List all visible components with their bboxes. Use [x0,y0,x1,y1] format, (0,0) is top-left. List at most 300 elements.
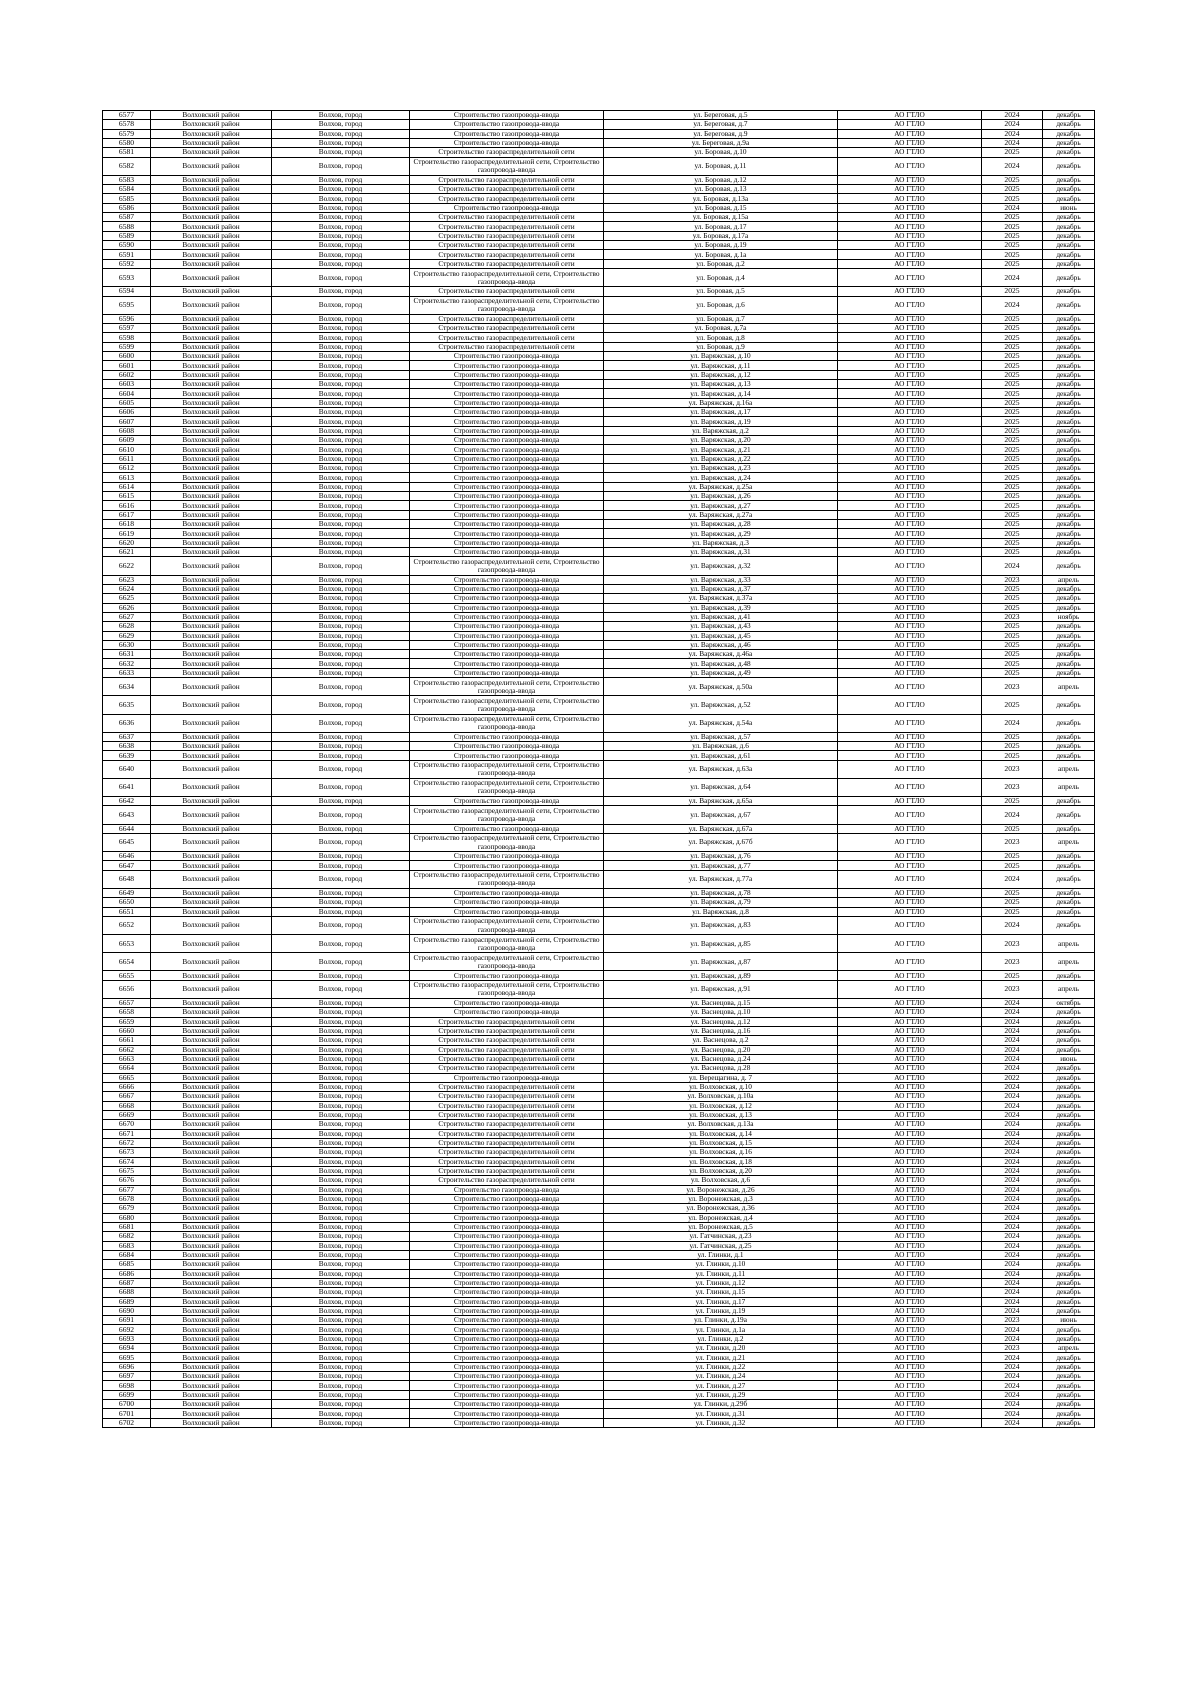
table-row [103,398,1095,407]
year-cell: 2024 [982,1185,1043,1194]
address-cell: ул. Глинки, д.17 [604,1297,838,1306]
row-number: 6638 [103,742,151,751]
year-cell: 2024 [982,1026,1043,1035]
district-cell: Волховский район [151,631,272,640]
contractor-cell: АО ГТЛО [838,1288,982,1297]
table-row [103,999,1095,1008]
address-cell: ул. Васнецова, д.12 [604,1017,838,1026]
work-type-cell: Строительство газопровода-ввода [410,1073,604,1082]
month-cell: декабрь [1043,1092,1095,1101]
month-cell: декабрь [1043,259,1095,268]
month-cell: декабрь [1043,538,1095,547]
year-cell: 2024 [982,1409,1043,1418]
locality-cell: Волхов, город [272,417,410,426]
contractor-cell: АО ГТЛО [838,916,982,934]
month-cell: декабрь [1043,389,1095,398]
contractor-cell: АО ГТЛО [838,907,982,916]
locality-cell: Волхов, город [272,157,410,175]
contractor-cell: АО ГТЛО [838,1269,982,1278]
address-cell: ул. Волховская, д.6 [604,1176,838,1185]
row-number: 6642 [103,797,151,806]
district-cell: Волховский район [151,548,272,557]
locality-cell: Волхов, город [272,797,410,806]
year-cell: 2024 [982,1082,1043,1091]
district-cell: Волховский район [151,436,272,445]
month-cell: декабрь [1043,510,1095,519]
address-cell: ул. Варяжская, д.67б [604,833,838,851]
work-type-cell: Строительство газопровода-ввода [410,538,604,547]
month-cell: декабрь [1043,1185,1095,1194]
contractor-cell: АО ГТЛО [838,971,982,980]
work-type-cell: Строительство газопровода-ввода [410,797,604,806]
contractor-cell: АО ГТЛО [838,1166,982,1175]
work-type-cell: Строительство газораспределительной сети [410,1129,604,1138]
table-row [103,1400,1095,1409]
address-cell: ул. Варяжская, д.67а [604,824,838,833]
year-cell: 2024 [982,1353,1043,1362]
row-number: 6632 [103,659,151,668]
year-cell: 2024 [982,1250,1043,1259]
table-row [103,259,1095,268]
work-type-cell: Строительство газопровода-ввода [410,370,604,379]
locality-cell: Волхов, город [272,584,410,593]
contractor-cell: АО ГТЛО [838,1241,982,1250]
work-type-cell: Строительство газопровода-ввода [410,861,604,870]
work-type-cell: Строительство газопровода-ввода [410,520,604,529]
work-type-cell: Строительство газопровода-ввода [410,1381,604,1390]
month-cell: декабрь [1043,696,1095,714]
month-cell: декабрь [1043,324,1095,333]
row-number: 6605 [103,398,151,407]
year-cell: 2024 [982,1120,1043,1129]
row-number: 6594 [103,287,151,296]
year-cell: 2024 [982,1334,1043,1343]
contractor-cell: АО ГТЛО [838,1110,982,1119]
district-cell: Волховский район [151,1250,272,1259]
work-type-cell: Строительство газораспределительной сети [410,1082,604,1091]
contractor-cell: АО ГТЛО [838,953,982,971]
table-row [103,1269,1095,1278]
contractor-cell: АО ГТЛО [838,148,982,157]
year-cell: 2024 [982,138,1043,147]
row-number: 6652 [103,916,151,934]
table-row [103,852,1095,861]
year-cell: 2023 [982,612,1043,621]
table-row [103,454,1095,463]
year-cell: 2025 [982,408,1043,417]
month-cell: декабрь [1043,971,1095,980]
contractor-cell: АО ГТЛО [838,269,982,287]
table-row [103,907,1095,916]
table-row [103,138,1095,147]
year-cell: 2024 [982,1269,1043,1278]
row-number: 6684 [103,1250,151,1259]
locality-cell: Волхов, город [272,520,410,529]
district-cell: Волховский район [151,1082,272,1091]
row-number: 6606 [103,408,151,417]
table-row [103,806,1095,824]
contractor-cell: АО ГТЛО [838,287,982,296]
table-row [103,203,1095,212]
contractor-cell: АО ГТЛО [838,1306,982,1315]
work-type-cell: Строительство газораспределительной сети, Строительство газопровода-ввода [410,953,604,971]
address-cell: ул. Глинки, д.11 [604,1269,838,1278]
district-cell: Волховский район [151,296,272,314]
locality-cell: Волхов, город [272,1316,410,1325]
year-cell: 2024 [982,1390,1043,1399]
row-number: 6654 [103,953,151,971]
work-type-cell: Строительство газораспределительной сети, Строительство газопровода-ввода [410,678,604,696]
row-number: 6637 [103,732,151,741]
table-row [103,314,1095,323]
month-cell: декабрь [1043,408,1095,417]
month-cell: декабрь [1043,631,1095,640]
work-type-cell: Строительство газопровода-ввода [410,482,604,491]
contractor-cell: АО ГТЛО [838,482,982,491]
locality-cell: Волхов, город [272,888,410,897]
year-cell: 2023 [982,935,1043,953]
month-cell: декабрь [1043,1064,1095,1073]
district-cell: Волховский район [151,1026,272,1035]
row-number: 6694 [103,1344,151,1353]
year-cell: 2022 [982,1073,1043,1082]
district-cell: Волховский район [151,659,272,668]
district-cell: Волховский район [151,157,272,175]
work-type-cell: Строительство газораспределительной сети [410,1045,604,1054]
work-type-cell: Строительство газораспределительной сети [410,148,604,157]
row-number: 6578 [103,120,151,129]
year-cell: 2023 [982,833,1043,851]
work-type-cell: Строительство газопровода-ввода [410,464,604,473]
work-type-cell: Строительство газораспределительной сети [410,213,604,222]
work-type-cell: Строительство газопровода-ввода [410,417,604,426]
district-cell: Волховский район [151,241,272,250]
table-row [103,861,1095,870]
address-cell: ул. Глинки, д.29 [604,1390,838,1399]
contractor-cell: АО ГТЛО [838,1213,982,1222]
year-cell: 2025 [982,852,1043,861]
year-cell: 2025 [982,445,1043,454]
locality-cell: Волхов, город [272,1176,410,1185]
month-cell: июнь [1043,203,1095,212]
table-row [103,870,1095,888]
month-cell: декабрь [1043,426,1095,435]
work-type-cell: Строительство газораспределительной сети, Строительство газопровода-ввода [410,760,604,778]
contractor-cell: АО ГТЛО [838,1353,982,1362]
address-cell: ул. Глинки, д.32 [604,1418,838,1427]
table-row [103,640,1095,649]
address-cell: ул. Варяжская, д.2 [604,426,838,435]
month-cell: декабрь [1043,1008,1095,1017]
district-cell: Волховский район [151,888,272,897]
row-number: 6698 [103,1381,151,1390]
table-row [103,436,1095,445]
locality-cell: Волхов, город [272,389,410,398]
contractor-cell: АО ГТЛО [838,760,982,778]
locality-cell: Волхов, город [272,324,410,333]
address-cell: ул. Воронежская, д.26 [604,1185,838,1194]
locality-cell: Волхов, город [272,203,410,212]
address-cell: ул. Варяжская, д.27 [604,501,838,510]
work-type-cell: Строительство газопровода-ввода [410,120,604,129]
table-row [103,1381,1095,1390]
row-number: 6624 [103,584,151,593]
address-cell: ул. Боровая, д.17 [604,222,838,231]
locality-cell: Волхов, город [272,548,410,557]
work-type-cell: Строительство газораспределительной сети [410,1120,604,1129]
table-row [103,492,1095,501]
month-cell: декабрь [1043,361,1095,370]
contractor-cell: АО ГТЛО [838,520,982,529]
row-number: 6645 [103,833,151,851]
district-cell: Волховский район [151,352,272,361]
table-row [103,1288,1095,1297]
year-cell: 2025 [982,538,1043,547]
contractor-cell: АО ГТЛО [838,157,982,175]
row-number: 6676 [103,1176,151,1185]
row-number: 6607 [103,417,151,426]
address-cell: ул. Варяжская, д.24 [604,473,838,482]
address-cell: ул. Варяжская, д.91 [604,980,838,998]
district-cell: Волховский район [151,445,272,454]
row-number: 6598 [103,333,151,342]
year-cell: 2024 [982,1400,1043,1409]
work-type-cell: Строительство газопровода-ввода [410,1250,604,1259]
row-number: 6610 [103,445,151,454]
year-cell: 2024 [982,1278,1043,1287]
table-row [103,1372,1095,1381]
district-cell: Волховский район [151,916,272,934]
address-cell: ул. Варяжская, д.45 [604,631,838,640]
contractor-cell: АО ГТЛО [838,1297,982,1306]
row-number: 6577 [103,111,151,120]
row-number: 6693 [103,1334,151,1343]
year-cell: 2023 [982,1344,1043,1353]
district-cell: Волховский район [151,287,272,296]
work-type-cell: Строительство газопровода-ввода [410,352,604,361]
address-cell: ул. Верещагина, д. 7 [604,1073,838,1082]
month-cell: декабрь [1043,1213,1095,1222]
year-cell: 2024 [982,1372,1043,1381]
row-number: 6631 [103,650,151,659]
district-cell: Волховский район [151,1185,272,1194]
year-cell: 2024 [982,1092,1043,1101]
month-cell: декабрь [1043,1045,1095,1054]
contractor-cell: АО ГТЛО [838,1008,982,1017]
locality-cell: Волхов, город [272,1353,410,1362]
address-cell: ул. Варяжская, д.63а [604,760,838,778]
work-type-cell: Строительство газопровода-ввода [410,971,604,980]
month-cell: апрель [1043,760,1095,778]
address-cell: ул. Варяжская, д.8 [604,907,838,916]
locality-cell: Волхов, город [272,1008,410,1017]
year-cell: 2025 [982,250,1043,259]
contractor-cell: АО ГТЛО [838,408,982,417]
month-cell: декабрь [1043,250,1095,259]
table-row [103,1260,1095,1269]
district-cell: Волховский район [151,1213,272,1222]
month-cell: декабрь [1043,1176,1095,1185]
locality-cell: Волхов, город [272,408,410,417]
work-type-cell: Строительство газопровода-ввода [410,1372,604,1381]
month-cell: декабрь [1043,1073,1095,1082]
district-cell: Волховский район [151,1129,272,1138]
contractor-cell: АО ГТЛО [838,1092,982,1101]
table-row [103,1334,1095,1343]
month-cell: декабрь [1043,714,1095,732]
locality-cell: Волхов, город [272,980,410,998]
table-row [103,185,1095,194]
contractor-cell: АО ГТЛО [838,622,982,631]
locality-cell: Волхов, город [272,241,410,250]
row-number: 6628 [103,622,151,631]
work-type-cell: Строительство газопровода-ввода [410,1185,604,1194]
year-cell: 2025 [982,380,1043,389]
work-type-cell: Строительство газопровода-ввода [410,408,604,417]
work-type-cell: Строительство газораспределительной сети, Строительство газопровода-ввода [410,980,604,998]
locality-cell: Волхов, город [272,426,410,435]
row-number: 6609 [103,436,151,445]
month-cell: декабрь [1043,870,1095,888]
district-cell: Волховский район [151,1017,272,1026]
contractor-cell: АО ГТЛО [838,1204,982,1213]
locality-cell: Волхов, город [272,538,410,547]
row-number: 6588 [103,222,151,231]
locality-cell: Волхов, город [272,1026,410,1035]
contractor-cell: АО ГТЛО [838,1054,982,1063]
address-cell: ул. Варяжская, д.43 [604,622,838,631]
row-number: 6682 [103,1232,151,1241]
year-cell: 2024 [982,1166,1043,1175]
contractor-cell: АО ГТЛО [838,510,982,519]
contractor-cell: АО ГТЛО [838,1185,982,1194]
locality-cell: Волхов, город [272,1297,410,1306]
district-cell: Волховский район [151,269,272,287]
address-cell: ул. Варяжская, д.12 [604,370,838,379]
district-cell: Волховский район [151,250,272,259]
row-number: 6686 [103,1269,151,1278]
address-cell: ул. Боровая, д.6 [604,296,838,314]
contractor-cell: АО ГТЛО [838,1316,982,1325]
work-type-cell: Строительство газопровода-ввода [410,1222,604,1231]
work-type-cell: Строительство газопровода-ввода [410,492,604,501]
year-cell: 2024 [982,557,1043,575]
locality-cell: Волхов, город [272,861,410,870]
work-type-cell: Строительство газораспределительной сети [410,1176,604,1185]
contractor-cell: АО ГТЛО [838,548,982,557]
locality-cell: Волхов, город [272,1045,410,1054]
year-cell: 2024 [982,1418,1043,1427]
locality-cell: Волхов, город [272,824,410,833]
month-cell: апрель [1043,575,1095,584]
year-cell: 2024 [982,1054,1043,1063]
year-cell: 2025 [982,797,1043,806]
address-cell: ул. Боровая, д.1а [604,250,838,259]
contractor-cell: АО ГТЛО [838,833,982,851]
year-cell: 2025 [982,185,1043,194]
year-cell: 2025 [982,742,1043,751]
address-cell: ул. Волховская, д.10 [604,1082,838,1091]
district-cell: Волховский район [151,417,272,426]
row-number: 6701 [103,1409,151,1418]
row-number: 6580 [103,138,151,147]
month-cell: декабрь [1043,464,1095,473]
locality-cell: Волхов, город [272,231,410,240]
month-cell: декабрь [1043,111,1095,120]
table-row [103,1064,1095,1073]
locality-cell: Волхов, город [272,501,410,510]
month-cell: декабрь [1043,1260,1095,1269]
locality-cell: Волхов, город [272,898,410,907]
district-cell: Волховский район [151,806,272,824]
row-number: 6625 [103,594,151,603]
month-cell: декабрь [1043,1418,1095,1427]
contractor-cell: АО ГТЛО [838,1036,982,1045]
district-cell: Волховский район [151,575,272,584]
row-number: 6679 [103,1204,151,1213]
row-number: 6670 [103,1120,151,1129]
locality-cell: Волхов, город [272,870,410,888]
work-type-cell: Строительство газораспределительной сети [410,1157,604,1166]
contractor-cell: АО ГТЛО [838,1260,982,1269]
month-cell: декабрь [1043,1166,1095,1175]
locality-cell: Волхов, город [272,194,410,203]
row-number: 6597 [103,324,151,333]
contractor-cell: АО ГТЛО [838,612,982,621]
address-cell: ул. Варяжская, д.37 [604,584,838,593]
address-cell: ул. Варяжская, д.65а [604,797,838,806]
year-cell: 2023 [982,760,1043,778]
month-cell: декабрь [1043,1157,1095,1166]
address-cell: ул. Береговая, д.5 [604,111,838,120]
year-cell: 2025 [982,584,1043,593]
work-type-cell: Строительство газораспределительной сети [410,259,604,268]
year-cell: 2025 [982,603,1043,612]
month-cell: декабрь [1043,1110,1095,1119]
district-cell: Волховский район [151,1166,272,1175]
row-number: 6618 [103,520,151,529]
locality-cell: Волхов, город [272,1241,410,1250]
month-cell: декабрь [1043,1381,1095,1390]
address-cell: ул. Варяжская, д.11 [604,361,838,370]
year-cell: 2025 [982,631,1043,640]
table-row [103,510,1095,519]
month-cell: декабрь [1043,213,1095,222]
locality-cell: Волхов, город [272,1325,410,1334]
address-cell: ул. Васнецова, д.24 [604,1054,838,1063]
table-row [103,1045,1095,1054]
month-cell: декабрь [1043,1362,1095,1371]
address-cell: ул. Варяжская, д.46 [604,640,838,649]
address-cell: ул. Варяжская, д.48 [604,659,838,668]
row-number: 6646 [103,852,151,861]
year-cell: 2025 [982,861,1043,870]
work-type-cell: Строительство газораспределительной сети, Строительство газопровода-ввода [410,833,604,851]
work-type-cell: Строительство газопровода-ввода [410,1316,604,1325]
table-row [103,175,1095,184]
address-cell: ул. Варяжская, д.23 [604,464,838,473]
district-cell: Волховский район [151,1045,272,1054]
month-cell: апрель [1043,935,1095,953]
address-cell: ул. Васнецова, д.16 [604,1026,838,1035]
row-number: 6667 [103,1092,151,1101]
contractor-cell: АО ГТЛО [838,824,982,833]
contractor-cell: АО ГТЛО [838,631,982,640]
table-row [103,1250,1095,1259]
row-number: 6614 [103,482,151,491]
row-number: 6595 [103,296,151,314]
address-cell: ул. Васнецова, д.20 [604,1045,838,1054]
